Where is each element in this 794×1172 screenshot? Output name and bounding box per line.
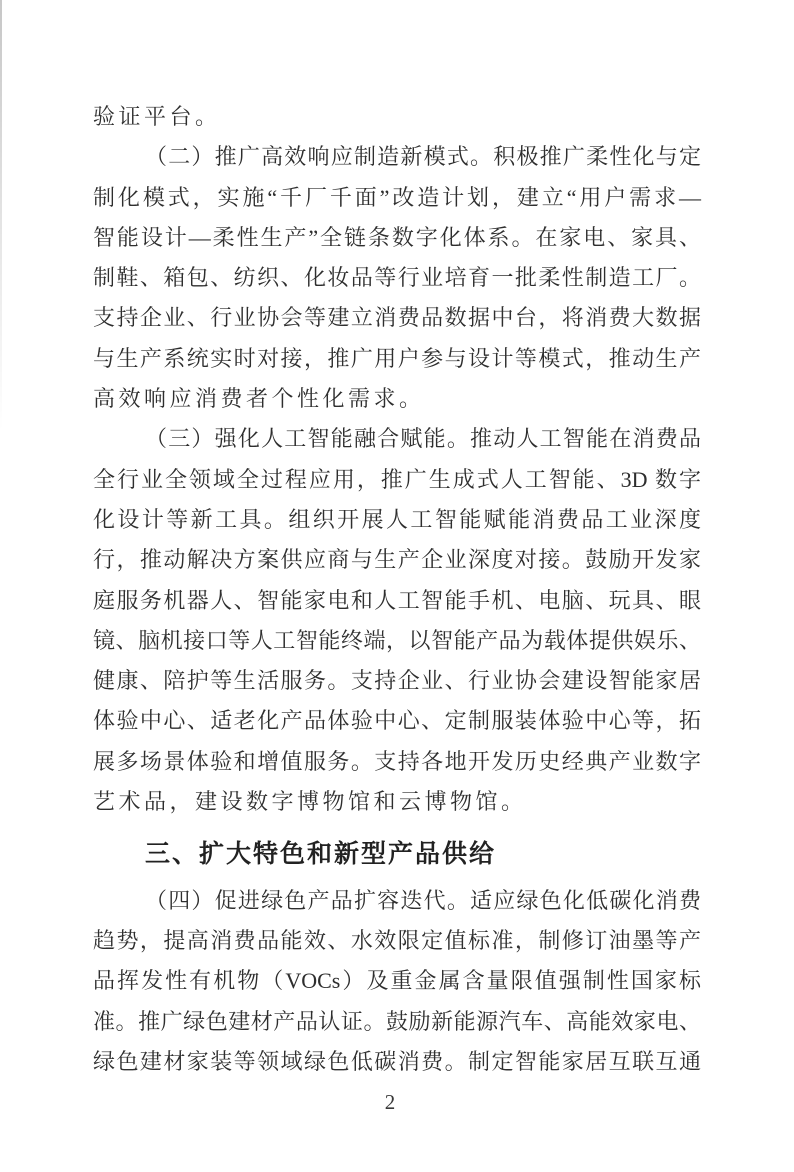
text-line: 化设计等新工具。组织开展人工智能赋能消费品工业深度 — [93, 506, 701, 532]
text-line: 全行业全领域全过程应用，推广生成式人工智能、3D 数字 — [93, 466, 701, 492]
text-line: 智能设计—柔性生产”全链条数字化体系。在家电、家具、 — [93, 224, 701, 250]
text-line: （三）强化人工智能融合赋能。推动人工智能在消费品 — [145, 426, 701, 452]
text-line: 健康、陪护等生活服务。支持企业、行业协会建设智能家居 — [93, 668, 701, 694]
scan-edge-artifact — [0, 0, 2, 430]
section-heading: 三、扩大特色和新型产品供给 — [145, 840, 497, 869]
text-line: 体验中心、适老化产品体验中心、定制服装体验中心等，拓 — [93, 708, 701, 734]
text-line: 趋势，提高消费品能效、水效限定值标准，制修订油墨等产 — [93, 927, 701, 953]
text-line: （四）促进绿色产品扩容迭代。适应绿色化低碳化消费 — [145, 887, 701, 913]
text-line: 准。推广绿色建材产品认证。鼓励新能源汽车、高能效家电、 — [93, 1008, 701, 1034]
text-line: 验证平台。 — [93, 104, 221, 129]
text-line: 展多场景体验和增值服务。支持各地开发历史经典产业数字 — [93, 748, 701, 774]
text-line: 艺术品，建设数字博物馆和云博物馆。 — [93, 789, 527, 815]
text-line: 制化模式，实施“千厂千面”改造计划，建立“用户需求— — [93, 184, 701, 210]
text-line: 行，推动解决方案供应商与生产企业深度对接。鼓励开发家 — [93, 547, 701, 573]
text-line: 制鞋、箱包、纺织、化妆品等行业培育一批柔性制造工厂。 — [93, 265, 701, 291]
text-line: 庭服务机器人、智能家电和人工智能手机、电脑、玩具、眼 — [93, 587, 701, 613]
page-number: 2 — [384, 1090, 396, 1114]
text-line: 与生产系统实时对接，推广用户参与设计等模式，推动生产 — [93, 345, 701, 371]
document-body — [93, 97, 701, 1082]
text-line: 品挥发性有机物（VOCs）及重金属含量限值强制性国家标 — [93, 968, 701, 994]
text-line: 支持企业、行业协会等建立消费品数据中台，将消费大数据 — [93, 305, 701, 331]
text-line: 绿色建材家装等领域绿色低碳消费。制定智能家居互联互通 — [93, 1048, 701, 1074]
text-line: 高效响应消费者个性化需求。 — [93, 386, 425, 412]
text-line: （二）推广高效响应制造新模式。积极推广柔性化与定 — [145, 144, 701, 170]
text-line: 镜、脑机接口等人工智能终端，以智能产品为载体提供娱乐、 — [93, 627, 701, 653]
